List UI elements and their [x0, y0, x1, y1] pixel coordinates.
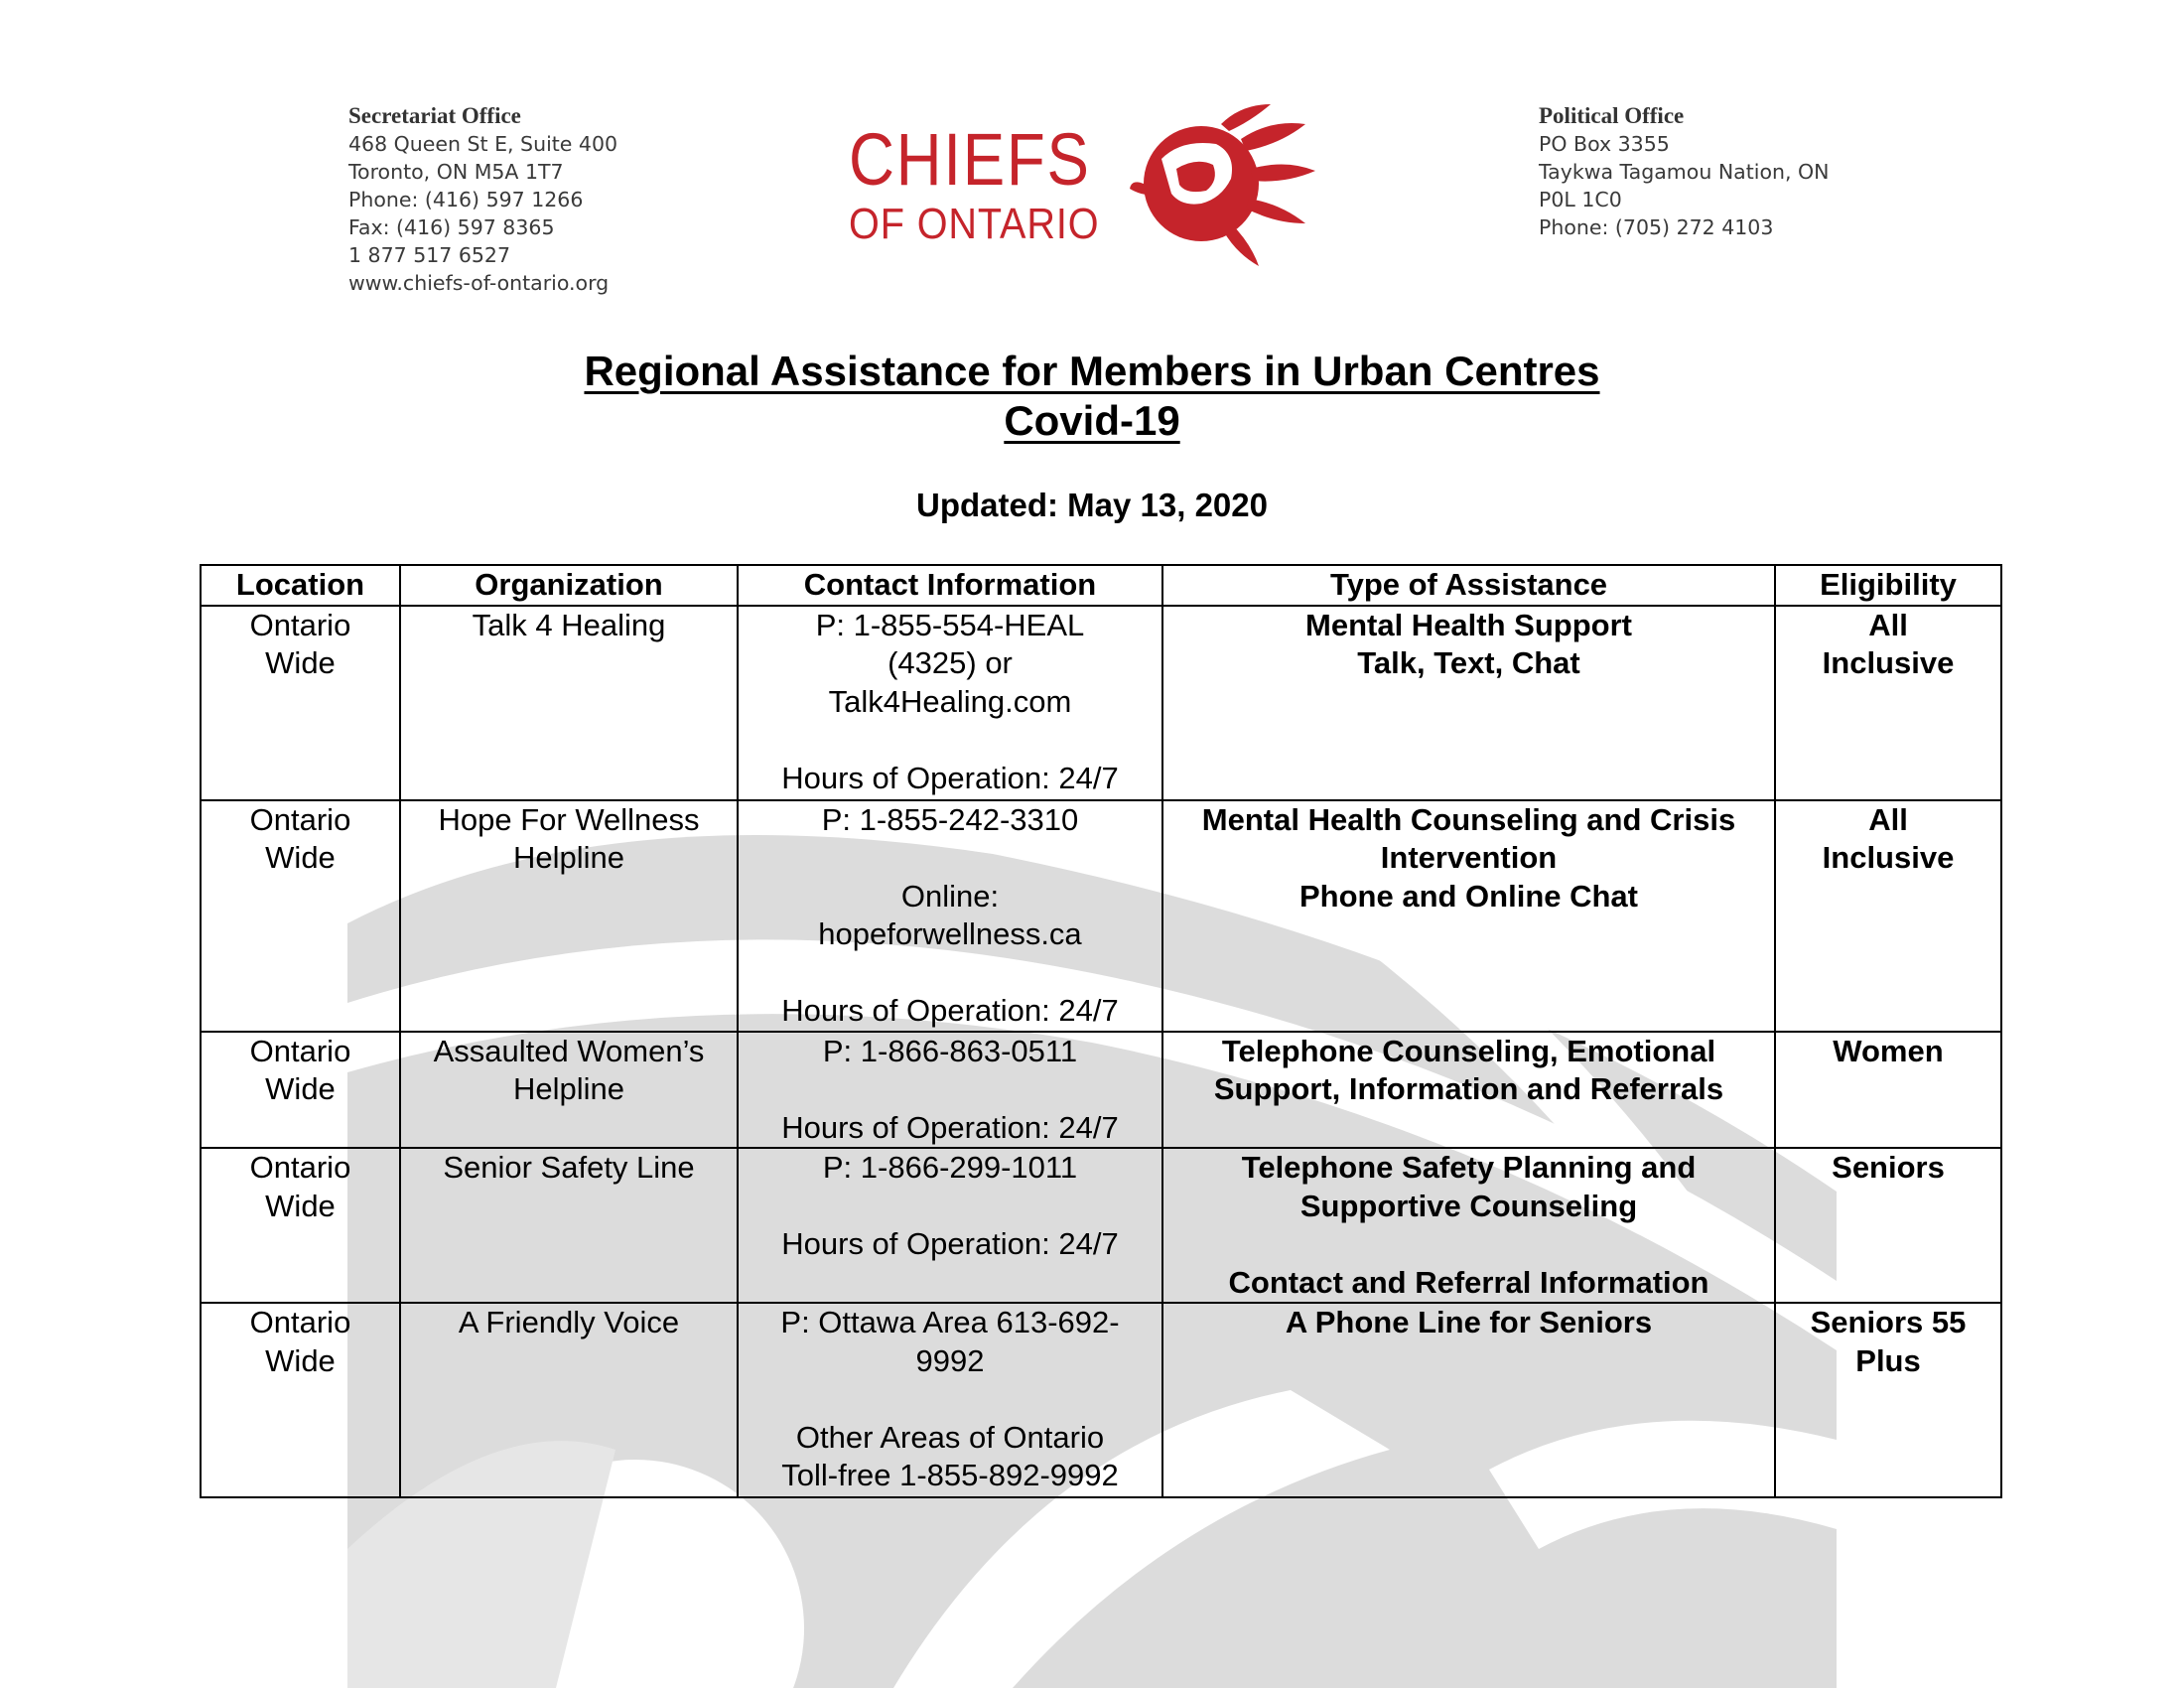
- cell-line: Telephone Safety Planning and: [1241, 1150, 1697, 1185]
- cell-line: Talk, Text, Chat: [1357, 645, 1580, 680]
- postal-line: P0L 1C0: [1539, 188, 1622, 211]
- cell-line: All: [1868, 607, 1908, 642]
- website-link[interactable]: www.chiefs-of-ontario.org: [348, 271, 610, 295]
- eligibility-cell: [1775, 1032, 2001, 1149]
- cell-line: Phone and Online Chat: [1298, 878, 1638, 914]
- cell-line: Assaulted Women’s: [433, 1033, 705, 1068]
- cell-line: P: 1-855-242-3310: [821, 801, 1079, 837]
- organization-cell: [400, 606, 738, 800]
- column-header-eligibility: Eligibility: [1775, 565, 2001, 606]
- cell-line: Other Areas of Ontario: [795, 1419, 1105, 1455]
- spacer: [745, 839, 1156, 878]
- cell-line: A Friendly Voice: [458, 1305, 680, 1339]
- cell-line: Mental Health Counseling and Crisis: [1201, 801, 1736, 837]
- assistance-cell: [1162, 606, 1775, 800]
- cell-line: Support, Information and Referrals: [1213, 1071, 1724, 1106]
- cell-line: Seniors: [1832, 1150, 1945, 1185]
- column-header-organization: Organization: [400, 565, 738, 606]
- political-office-address: [1539, 102, 1830, 241]
- table-row: [201, 1148, 2001, 1303]
- document-subtitle: Covid-19: [1004, 397, 1180, 444]
- location-cell: [201, 1148, 400, 1303]
- cell-line: P: Ottawa Area 613-692-: [780, 1305, 1120, 1339]
- cell-line: Telephone Counseling, Emotional: [1221, 1033, 1716, 1068]
- cell-line: Women: [1833, 1033, 1944, 1068]
- table-row: [201, 1303, 2001, 1497]
- cell-line: (4325) or: [887, 645, 1013, 680]
- cell-line: Helpline: [512, 1071, 624, 1106]
- cell-line: Hours of Operation: 24/7: [781, 993, 1119, 1028]
- organization-cell: [400, 800, 738, 1032]
- spacer: [745, 1070, 1156, 1109]
- phone-line: Phone: (416) 597 1266: [348, 188, 584, 211]
- assistance-cell: [1162, 800, 1775, 1032]
- table-header-row: [201, 565, 2001, 606]
- address-line: 468 Queen St E, Suite 400: [348, 132, 618, 156]
- cell-line: Wide: [265, 840, 336, 875]
- cell-line: Supportive Counseling: [1299, 1188, 1638, 1223]
- cell-line: Helpline: [512, 840, 624, 875]
- updated-date: Updated: May 13, 2020: [916, 487, 1268, 523]
- document-title: Regional Assistance for Members in Urban Centres: [584, 348, 1600, 394]
- table-body: [201, 606, 2001, 1498]
- cell-line: Talk4Healing.com: [828, 683, 1072, 719]
- cell-line: Ontario: [249, 1033, 351, 1068]
- cell-line: Contact and Referral Information: [1228, 1264, 1709, 1300]
- cell-line: Wide: [265, 1188, 336, 1223]
- contact-cell: [738, 1303, 1162, 1497]
- location-cell: [201, 606, 400, 800]
- cell-line: Hours of Operation: 24/7: [781, 1109, 1119, 1145]
- logo-line1: CHIEFS: [849, 118, 1091, 201]
- spacer: [745, 721, 1156, 760]
- cell-line: Toll-free 1-855-892-9992: [781, 1458, 1119, 1492]
- cell-line: Intervention: [1380, 840, 1558, 875]
- cell-line: Hours of Operation: 24/7: [781, 760, 1119, 795]
- spacer: [1169, 1225, 1768, 1264]
- table-row: [201, 606, 2001, 800]
- location-cell: [201, 1032, 400, 1149]
- cell-line: Ontario: [249, 1150, 351, 1185]
- address-line: PO Box 3355: [1539, 132, 1670, 156]
- cell-line: P: 1-866-863-0511: [822, 1033, 1078, 1068]
- fax-line: Fax: (416) 597 8365: [348, 215, 555, 239]
- spacer: [745, 1188, 1156, 1226]
- cell-line: Wide: [265, 1071, 336, 1106]
- tollfree-line: 1 877 517 6527: [348, 243, 511, 267]
- location-cell: [201, 1303, 400, 1497]
- cell-line: Hope For Wellness: [438, 801, 700, 837]
- column-header-assistance: Type of Assistance: [1162, 565, 1775, 606]
- cell-line: Plus: [1855, 1342, 1921, 1378]
- address-line: Taykwa Tagamou Nation, ON: [1539, 160, 1830, 184]
- organization-cell: [400, 1303, 738, 1497]
- eligibility-cell: [1775, 1148, 2001, 1303]
- organization-cell: [400, 1032, 738, 1149]
- address-line: Toronto, ON M5A 1T7: [348, 160, 564, 184]
- cell-line: P: 1-866-299-1011: [822, 1150, 1078, 1185]
- cell-line: Online:: [900, 878, 1000, 914]
- contact-cell: [738, 606, 1162, 800]
- cell-line: A Phone Line for Seniors: [1285, 1305, 1653, 1339]
- cell-line: Ontario: [249, 607, 351, 642]
- cell-line: Ontario: [249, 1305, 351, 1339]
- cell-line: Senior Safety Line: [443, 1150, 695, 1185]
- cell-line: All: [1868, 801, 1908, 837]
- cell-line: Hours of Operation: 24/7: [781, 1226, 1119, 1261]
- assistance-cell: [1162, 1032, 1775, 1149]
- assistance-cell: [1162, 1148, 1775, 1303]
- secretariat-heading: Secretariat Office: [348, 103, 521, 128]
- contact-cell: [738, 800, 1162, 1032]
- organization-cell: [400, 1148, 738, 1303]
- feather-head-icon: [1122, 99, 1320, 268]
- eligibility-cell: [1775, 606, 2001, 800]
- cell-line: Mental Health Support: [1305, 607, 1632, 642]
- table-row: [201, 800, 2001, 1032]
- secretariat-address: [348, 102, 617, 297]
- assistance-table: [200, 564, 2002, 1498]
- location-cell: [201, 800, 400, 1032]
- table-row: [201, 1032, 2001, 1149]
- chiefs-of-ontario-logo: [849, 99, 1325, 268]
- cell-line: Wide: [265, 645, 336, 680]
- spacer: [745, 1380, 1156, 1419]
- phone-line: Phone: (705) 272 4103: [1539, 215, 1774, 239]
- cell-line: Talk 4 Healing: [472, 607, 666, 642]
- cell-line: 9992: [915, 1342, 985, 1378]
- cell-line: Inclusive: [1822, 840, 1955, 875]
- political-office-heading: Political Office: [1539, 103, 1685, 128]
- contact-cell: [738, 1148, 1162, 1303]
- cell-line: Seniors 55: [1810, 1305, 1967, 1339]
- spacer: [745, 954, 1156, 993]
- column-header-contact: Contact Information: [738, 565, 1162, 606]
- assistance-cell: [1162, 1303, 1775, 1497]
- logo-line2: OF ONTARIO: [849, 200, 1100, 248]
- column-header-location: Location: [201, 565, 400, 606]
- contact-cell: [738, 1032, 1162, 1149]
- cell-line: Ontario: [249, 801, 351, 837]
- eligibility-cell: [1775, 800, 2001, 1032]
- cell-line: P: 1-855-554-HEAL: [815, 607, 1085, 642]
- eligibility-cell: [1775, 1303, 2001, 1497]
- cell-line: Wide: [265, 1342, 336, 1378]
- cell-line: Inclusive: [1822, 645, 1955, 680]
- cell-line: hopeforwellness.ca: [818, 916, 1082, 951]
